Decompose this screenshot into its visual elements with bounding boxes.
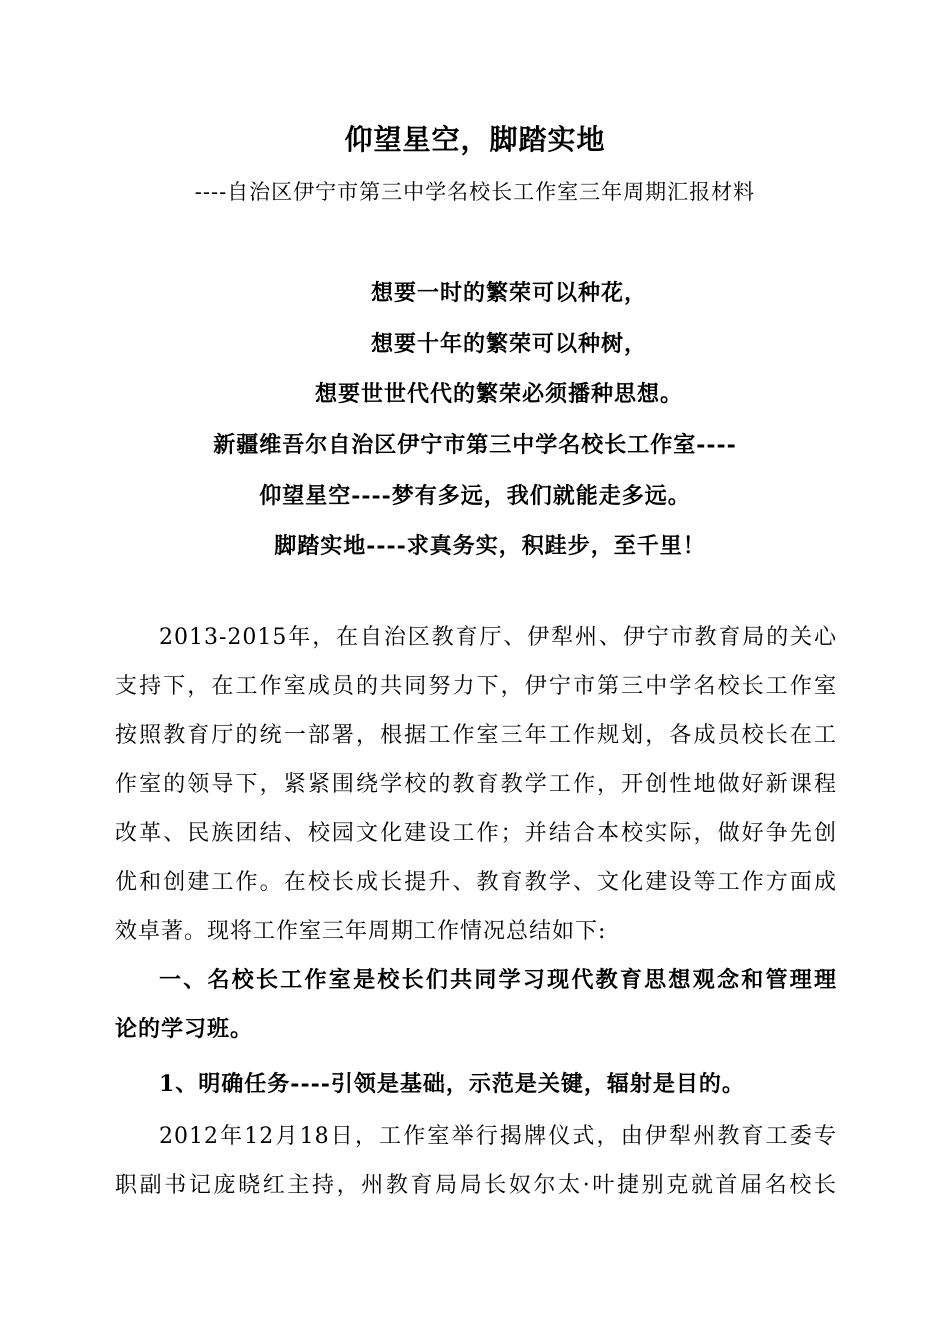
subsection-1-heading-text: 1、明确任务----引领是基础，示范是关键，辐射是目的。 bbox=[159, 1071, 745, 1097]
motto-line-4: 新疆维吾尔自治区伊宁市第三中学名校长工作室---- bbox=[213, 432, 737, 458]
section-1-heading bbox=[115, 956, 837, 1054]
intro-line-7: 效卓著。现将工作室三年周期工作情况总结如下: bbox=[115, 919, 607, 944]
section-1-heading-line-2: 论的学习班。 bbox=[115, 1016, 254, 1042]
intro-line-4: 作室的领导下，紧紧围绕学校的教育教学工作，开创性地做好新课程 bbox=[115, 772, 837, 797]
motto-line-3: 想要世世代代的繁荣必须播种思想。 bbox=[314, 381, 683, 407]
intro-paragraph bbox=[115, 613, 837, 956]
document-title: 仰望星空，脚踏实地 bbox=[344, 123, 606, 156]
para-2-line-1: 2012年12月18日，工作室举行揭牌仪式，由伊犁州教育工委专 bbox=[159, 1124, 837, 1149]
motto-line-6: 脚踏实地----求真务实，积跬步，至千里！ bbox=[274, 533, 706, 559]
motto-line-1: 想要一时的繁荣可以种花， bbox=[370, 280, 647, 306]
paragraph-2 bbox=[115, 1112, 837, 1210]
motto-line-5: 仰望星空----梦有多远，我们就能走多远。 bbox=[259, 483, 691, 509]
intro-line-5: 改革、民族团结、校园文化建设工作；并结合本校实际，做好争先创 bbox=[115, 821, 837, 846]
section-1-heading-line-1: 一、名校长工作室是校长们共同学习现代教育思想观念和管理理 bbox=[159, 967, 837, 993]
para-2-line-2: 职副书记庞晓红主持，州教育局局长奴尔太·叶捷别克就首届名校长 bbox=[115, 1173, 837, 1198]
intro-line-6: 优和创建工作。在校长成长提升、教育教学、文化建设等工作方面成 bbox=[115, 870, 837, 895]
subsection-1-heading bbox=[115, 1060, 837, 1109]
document-subtitle: ----自治区伊宁市第三中学名校长工作室三年周期汇报材料 bbox=[194, 180, 756, 204]
intro-line-3: 按照教育厅的统一部署，根据工作室三年工作规划，各成员校长在工 bbox=[115, 723, 837, 748]
intro-line-2: 支持下，在工作室成员的共同努力下，伊宁市第三中学名校长工作室 bbox=[115, 674, 837, 699]
intro-line-1: 2013-2015年，在自治区教育厅、伊犁州、伊宁市教育局的关心 bbox=[159, 625, 837, 650]
motto-line-2: 想要十年的繁荣可以种树， bbox=[370, 331, 647, 357]
